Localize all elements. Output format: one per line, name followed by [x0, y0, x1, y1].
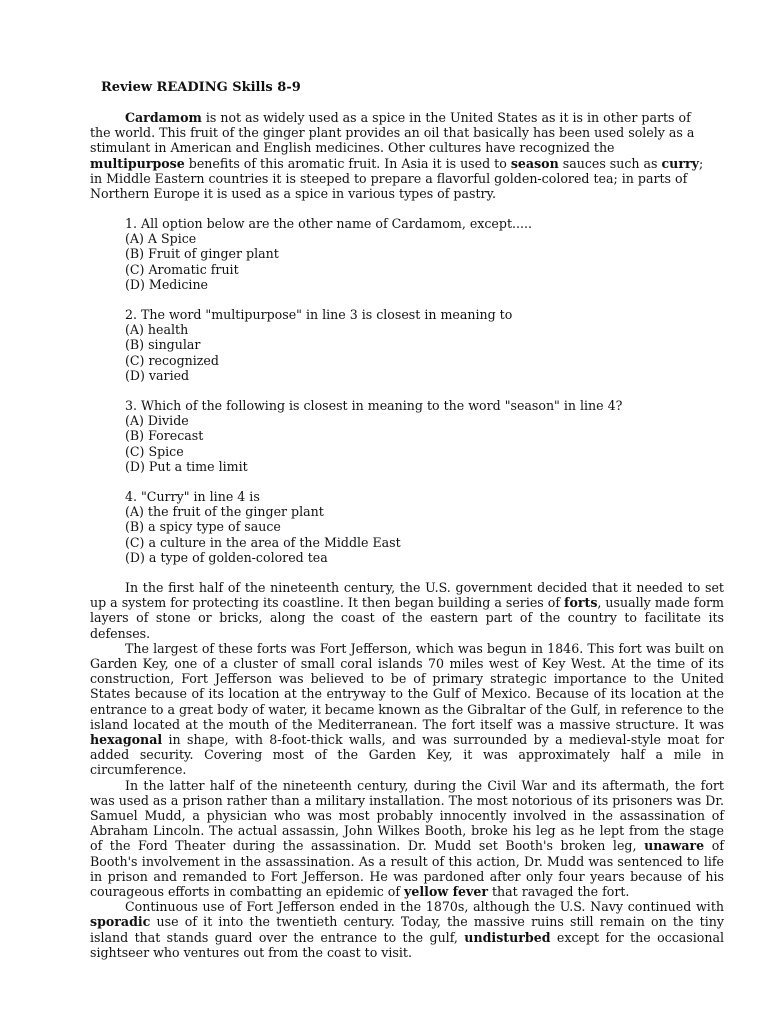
- page-title: Review READING Skills 8-9: [101, 80, 301, 95]
- question-stem: 1. All option below are the other name of Cardamom, except.....: [125, 216, 533, 231]
- cardamom-passage: [90, 110, 710, 201]
- answer-option: (C) a culture in the area of the Middle East: [125, 534, 401, 550]
- question-stem: 2. The word "multipurpose" in line 3 is closest in meaning to: [125, 307, 513, 322]
- cardamom-paragraph: Cardamom is not as widely used as a spice in the United States as it is in other parts of the world. This fruit of the ginger plant provides an oil that basically has been used solely as a stimulant in American and English medicines. Other cultures have recognized the multipurpose benefits of this aromatic fruit. In Asia it is used to season sauces such as curry; in Middle Eastern countries it is steeped to prepare a flavorful golden-colored tea; in parts of Northern Europe it is used as a spice in various types of pastry.: [90, 110, 704, 202]
- question-2: [125, 307, 685, 383]
- paragraph-3: In the latter half of the nineteenth century, during the Civil War and its aftermath, the fort was used as a prison rather than a military installation. The most notorious of its prisoners was Dr. Samuel Mudd, a physician who was most probably innocently involved in the assassination of Abraham Lincoln. The actual assassin, John Wilkes Booth, broke his leg as he lept from the stage of the Ford Theater during the assassination. Dr. Mudd set Booth's broken leg, unaware of Booth's involvement in the assassination. As a result of this action, Dr. Mudd was sentenced to life in prison and remanded to Fort Jefferson. He was pardoned after only four years because of his courageous efforts in combatting an epidemic of yellow fever that ravaged the fort.: [90, 777, 724, 900]
- question-stem: 4. "Curry" in line 4 is: [125, 489, 260, 504]
- paragraph-1: In the first half of the nineteenth century, the U.S. government decided that it needed to set up a system for protecting its coastline. It then began building a series of forts, usually made form layers of stone or bricks, along the coast of the eastern part of the country to facilitate its defenses.: [90, 580, 724, 641]
- answer-option: (C) Aromatic fruit: [125, 261, 239, 277]
- answer-option: (C) Spice: [125, 443, 184, 459]
- keyword-curry: curry: [661, 155, 699, 171]
- answer-option: (D) Put a time limit: [125, 458, 248, 474]
- answer-option: (D) varied: [125, 367, 190, 383]
- keyword-season: season: [510, 155, 559, 171]
- question-1: [125, 216, 685, 292]
- keyword-sporadic: sporadic: [90, 914, 151, 930]
- fort-jefferson-passage: [90, 580, 724, 960]
- answer-option: (A) Divide: [125, 413, 189, 429]
- answer-option: (D) a type of golden-colored tea: [125, 549, 328, 565]
- keyword-forts: forts: [564, 595, 598, 611]
- answer-option: (B) Fruit of ginger plant: [125, 246, 279, 262]
- keyword-cardamom: Cardamom: [125, 110, 202, 125]
- answer-option: (B) a spicy type of sauce: [125, 519, 281, 535]
- answer-option: (D) Medicine: [125, 276, 209, 292]
- keyword-hexagonal: hexagonal: [90, 732, 163, 748]
- answer-option: (C) recognized: [125, 352, 219, 368]
- keyword-undisturbed: undisturbed: [464, 929, 551, 945]
- answer-option: (A) A Spice: [125, 231, 197, 247]
- answer-option: (B) singular: [125, 337, 201, 353]
- keyword-yellow-fever: yellow fever: [404, 884, 488, 900]
- question-4: [125, 489, 685, 565]
- answer-option: (A) health: [125, 322, 189, 338]
- question-3: [125, 398, 685, 474]
- paragraph-4: Continuous use of Fort Jefferson ended in the 1870s, although the U.S. Navy continued with sporadic use of it into the twentieth century. Today, the massive ruins still remain on the tiny island that stands guard over the entrance to the gulf, undisturbed except for the occasional sightseer who ventures out from the coast to visit.: [90, 899, 724, 960]
- question-stem: 3. Which of the following is closest in meaning to the word "season" in line 4?: [125, 398, 623, 413]
- keyword-unaware: unaware: [644, 838, 705, 854]
- answer-option: (A) the fruit of the ginger plant: [125, 504, 324, 520]
- answer-option: (B) Forecast: [125, 428, 204, 444]
- paragraph-2: The largest of these forts was Fort Jefferson, which was begun in 1846. This fort was built on Garden Key, one of a cluster of small coral islands 70 miles west of Key West. At the time of its construction, Fort Jefferson was believed to be of primary strategic importance to the United States because of its location at the entryway to the Gulf of Mexico. Because of its location at the entrance to a great body of water, it became known as the Gibraltar of the Gulf, in reference to the island located at the mouth of the Mediterranean. The fort itself was a massive structure. It was hexagonal in shape, with 8-foot-thick walls, and was surrounded by a medieval-style moat for added security. Covering most of the Garden Key, it was approximately half a mile in circumference.: [90, 640, 724, 778]
- keyword-multipurpose: multipurpose: [90, 155, 185, 171]
